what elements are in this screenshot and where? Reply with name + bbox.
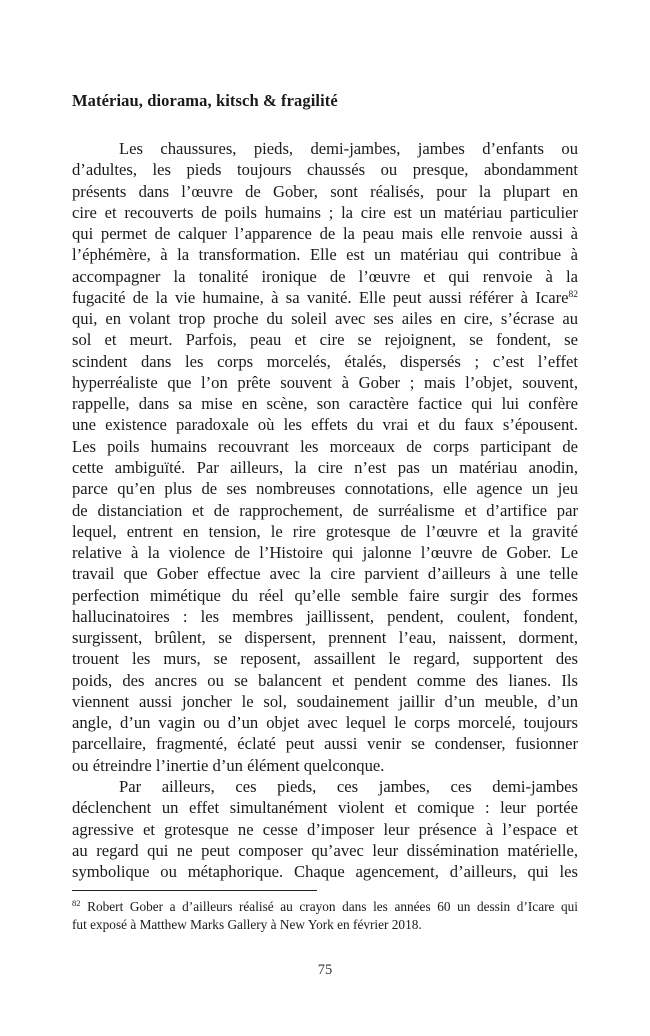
- text-line: parcellaire, fragmenté, éclaté peut aussi venir se condenser, fusionner: [72, 734, 578, 754]
- text-line: Par ailleurs, ces pieds, ces jambes, ces demi-jambes: [119, 776, 578, 796]
- text-line-with-footnote-ref: [72, 287, 578, 308]
- text-line: présents dans l’œuvre de Gober, sont réalisés, pour la plupart en: [72, 181, 578, 201]
- text-line: cire et recouverts de poils humains ; la cire est un matériau particulier: [72, 202, 578, 222]
- footnote-text: Robert Gober a d’ailleurs réalisé au crayon dans les années 60 un dessin d’Icare qui: [87, 899, 578, 914]
- text-line: qui, en volant trop proche du soleil avec ses ailes en cire, s’écrase au: [72, 309, 578, 329]
- footnote-line: fut exposé à Matthew Marks Gallery à New York en février 2018.: [72, 917, 422, 932]
- text-line: perfection mimétique du réel qu’elle semble faire surgir des formes: [72, 585, 578, 605]
- text-line: accompagner la tonalité ironique de l’œuvre et qui renvoie à la: [72, 266, 578, 286]
- page-number: 75: [317, 962, 333, 978]
- text-line: sol et meurt. Parfois, peau et cire se rejoignent, se fondent, se: [72, 330, 578, 350]
- footnote-reference[interactable]: 82: [568, 289, 578, 300]
- text-line: poids, des ancres ou se balancent et pendent comme des lianes. Ils: [72, 670, 578, 690]
- text-line: de distanciation et de rapprochement, de surréalisme et d’artifice par: [72, 500, 578, 520]
- section-heading: Matériau, diorama, kitsch & fragilité: [72, 91, 338, 110]
- text-line: l’éphémère, à la transformation. Elle est un matériau qui contribue à: [72, 245, 578, 265]
- footnote-number: 82: [72, 898, 81, 908]
- text-line: travail que Gober effectue avec la cire parvient d’ailleurs à une telle: [72, 564, 578, 584]
- text-line: déclenchent un effet simultanément violent et comique : leur portée: [72, 798, 578, 818]
- text-line: d’adultes, les pieds toujours chaussés ou presque, abondamment: [72, 160, 578, 180]
- text-line: trouent les murs, se reposent, assaillent le regard, supportent des: [72, 649, 578, 669]
- text-line: ou étreindre l’inertie d’un élément quelconque.: [72, 755, 385, 775]
- text-line: surgissent, brûlent, se dispersent, prennent l’eau, naissent, dorment,: [72, 628, 578, 648]
- text-line: agressive et grotesque ne cesse d’imposer leur présence à l’espace et: [72, 819, 578, 839]
- body-text: [72, 138, 578, 882]
- text-line: angle, d’un vagin ou d’un objet avec lequel le corps morcelé, toujours: [72, 713, 578, 733]
- text-line: lequel, entrent en tension, le rire grotesque de l’œuvre et la gravité: [72, 521, 578, 541]
- text-line: Les poils humains recouvrant les morceaux de corps participant de: [72, 436, 578, 456]
- text-line: symbolique ou métaphorique. Chaque agencement, d’ailleurs, qui les: [72, 862, 578, 882]
- text-line: rappelle, dans sa mise en scène, son caractère factice qui lui confère: [72, 394, 578, 414]
- text-line: scindent dans les corps morcelés, étalés, dispersés ; c’est l’effet: [72, 351, 578, 371]
- text-line: relative à la violence de l’Histoire qui jalonne l’œuvre de Gober. Le: [72, 543, 578, 563]
- text-line: viennent aussi joncher le sol, soudainement jaillir d’un meuble, d’un: [72, 691, 578, 711]
- text-line: au regard qui ne peut composer qu’avec leur dissémination matérielle,: [72, 840, 578, 860]
- text-line: Les chaussures, pieds, demi-jambes, jambes d’enfants ou: [119, 139, 578, 158]
- text-line: parce qu’en plus de ses nombreuses connotations, elle agence un jeu: [72, 479, 578, 499]
- footnote-line: [72, 898, 578, 916]
- footnotes: [72, 898, 578, 934]
- text-line: une existence paradoxale où les effets du vrai et du faux s’épousent.: [72, 415, 578, 435]
- text-line: cette ambiguïté. Par ailleurs, la cire n’est pas un matériau anodin,: [72, 457, 578, 477]
- text-line: hyperréaliste que l’on prête souvent à Gober ; mais l’objet, souvent,: [72, 372, 578, 392]
- text-line: hallucinatoires : les membres jaillissent, pendent, coulent, fondent,: [72, 606, 578, 626]
- text-line: qui permet de calquer l’apparence de la peau mais elle renvoie aussi à: [72, 224, 578, 244]
- text-segment: fugacité de la vie humaine, à sa vanité. Elle peut aussi référer à Icare: [72, 287, 569, 307]
- footnote-separator: [72, 890, 317, 891]
